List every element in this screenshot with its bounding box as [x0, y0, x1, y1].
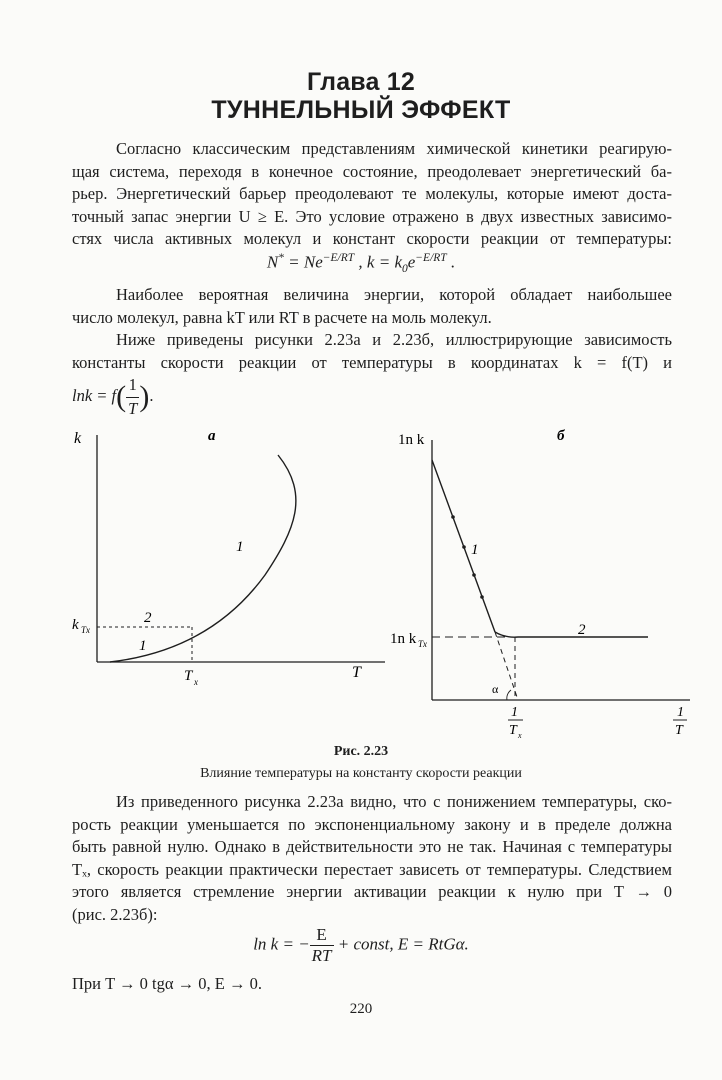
curve-1 [110, 455, 296, 662]
x-tick-2-numerator: 1 [677, 705, 684, 720]
fraction-denominator: T [128, 398, 138, 418]
fraction [126, 374, 139, 420]
text-line: точный запас энергии U ≥ E. Это условие отражено в двух известных зависимо- [72, 206, 672, 226]
text-line: Наиболее вероятная величина энергии, которой обладает наибольшее [116, 285, 672, 304]
y-tick-label: 1n k [390, 631, 417, 647]
chart-panel-b [390, 428, 690, 740]
y-axis-label: k [74, 430, 82, 447]
angle-arc [507, 690, 511, 700]
data-point [462, 545, 466, 549]
formula-part: lnk = f [72, 385, 117, 405]
formula-part: e [407, 252, 416, 272]
x-tick-1-denominator: T [509, 723, 517, 738]
series-2-line [495, 632, 648, 637]
panel-label-a: а [208, 428, 216, 444]
curve-label-2: 2 [144, 610, 152, 626]
fraction-numerator: 1 [126, 374, 139, 398]
formula-part: 0 [401, 263, 408, 276]
chart-panel-a [72, 428, 385, 687]
text-line: щая система, переходя в конечное состояние, преодолевает энергетический ба- [72, 161, 672, 181]
formula-part: −E/RT [322, 252, 355, 264]
y-tick-subscript: Tx [418, 639, 427, 649]
curve-label-1-upper: 1 [236, 539, 244, 555]
page-number: 220 [349, 1001, 373, 1017]
text-line: быть равной нулю. Однако в действительности это не так. Начиная с температуры [72, 837, 672, 856]
x-tick-subscript: x [194, 677, 198, 687]
formula-lnk: lnk = f( $\frac{1}{T}$ ). [72, 374, 153, 420]
text-line: Tₓ, скорость реакции практически перестает зависеть от температуры. Следствием [72, 859, 672, 879]
formula-part: −E/RT [415, 252, 447, 264]
formula-part: + const, E = RtGα. [333, 934, 469, 954]
curve-label-2: 2 [578, 622, 586, 638]
x-tick-2-denominator: T [675, 723, 683, 738]
y-axis-label: 1n k [398, 432, 425, 448]
figure-2-23 [60, 415, 700, 745]
paragraph-analysis [72, 791, 672, 926]
x-axis-label: T [352, 664, 361, 681]
x-tick-1-subscript: x [518, 731, 522, 740]
figure-caption-title: Рис. 2.23 [333, 744, 389, 759]
formula-part: * [278, 252, 284, 264]
paragraph-figure-intro [72, 329, 672, 374]
paragraph-energy [72, 284, 672, 329]
formula-lnk-const [0, 925, 722, 966]
data-point [472, 573, 476, 577]
text-line: рьер. Энергетический барьер преодолевают те молекулы, которые имеют доста- [72, 184, 672, 203]
formula-part: . [149, 385, 154, 405]
x-tick-1-numerator: 1 [511, 705, 518, 720]
text-line: стях числа активных молекул и констант скорости реакции от температуры: [72, 229, 672, 248]
fraction [310, 925, 334, 966]
text-line: рость реакции уменьшается по экспоненциальному закону и в пределе должна [72, 814, 672, 834]
formula-part: ln k = − [253, 934, 310, 954]
text-line: (рис. 2.23б): [72, 904, 158, 924]
figure-caption-text: Влияние температуры на константу скорости реакции [200, 766, 522, 781]
panel-label-b: б [557, 428, 565, 444]
formula-part: . [446, 252, 456, 272]
chapter-title: ТУННЕЛЬНЫЙ ЭФФЕКТ [211, 96, 511, 124]
x-tick-label: T [184, 668, 193, 684]
text-line: Из приведенного рисунка 2.23а видно, что с понижением температуры, ско- [116, 792, 672, 811]
text-line: константы скорости реакции от температуры в координатах k = f(T) и [72, 352, 672, 372]
text-line: Ниже приведены рисунки 2.23а и 2.23б, иллюстрирующие зависимость [116, 330, 672, 349]
y-tick-subscript: Tx [81, 625, 90, 635]
formula-part: N [266, 252, 279, 272]
data-point [480, 595, 484, 599]
fraction-denominator: RT [311, 946, 332, 965]
fraction-numerator: E [310, 925, 334, 946]
formula-part: = Ne [283, 252, 323, 272]
chapter-number: Глава 12 [306, 68, 415, 96]
formula-part: , k = k [354, 252, 402, 272]
formula-arrhenius [0, 252, 722, 275]
y-tick-label: k [72, 617, 79, 633]
data-point [451, 515, 455, 519]
intro-paragraph [72, 138, 672, 251]
curve-label-1-lower: 1 [139, 638, 147, 654]
text-line: число молекул, равна kT или RT в расчете на моль молекул. [72, 307, 492, 327]
angle-alpha-label: α [492, 682, 499, 696]
text-line: этого является стремление энергии активации реакции к нулю при T → 0 [72, 882, 672, 901]
text-line: Согласно классическим представлениям химической кинетики реагирую- [116, 139, 672, 158]
curve-label-1: 1 [471, 542, 479, 558]
final-line: При T → 0 tgα → 0, E → 0. [72, 974, 262, 993]
